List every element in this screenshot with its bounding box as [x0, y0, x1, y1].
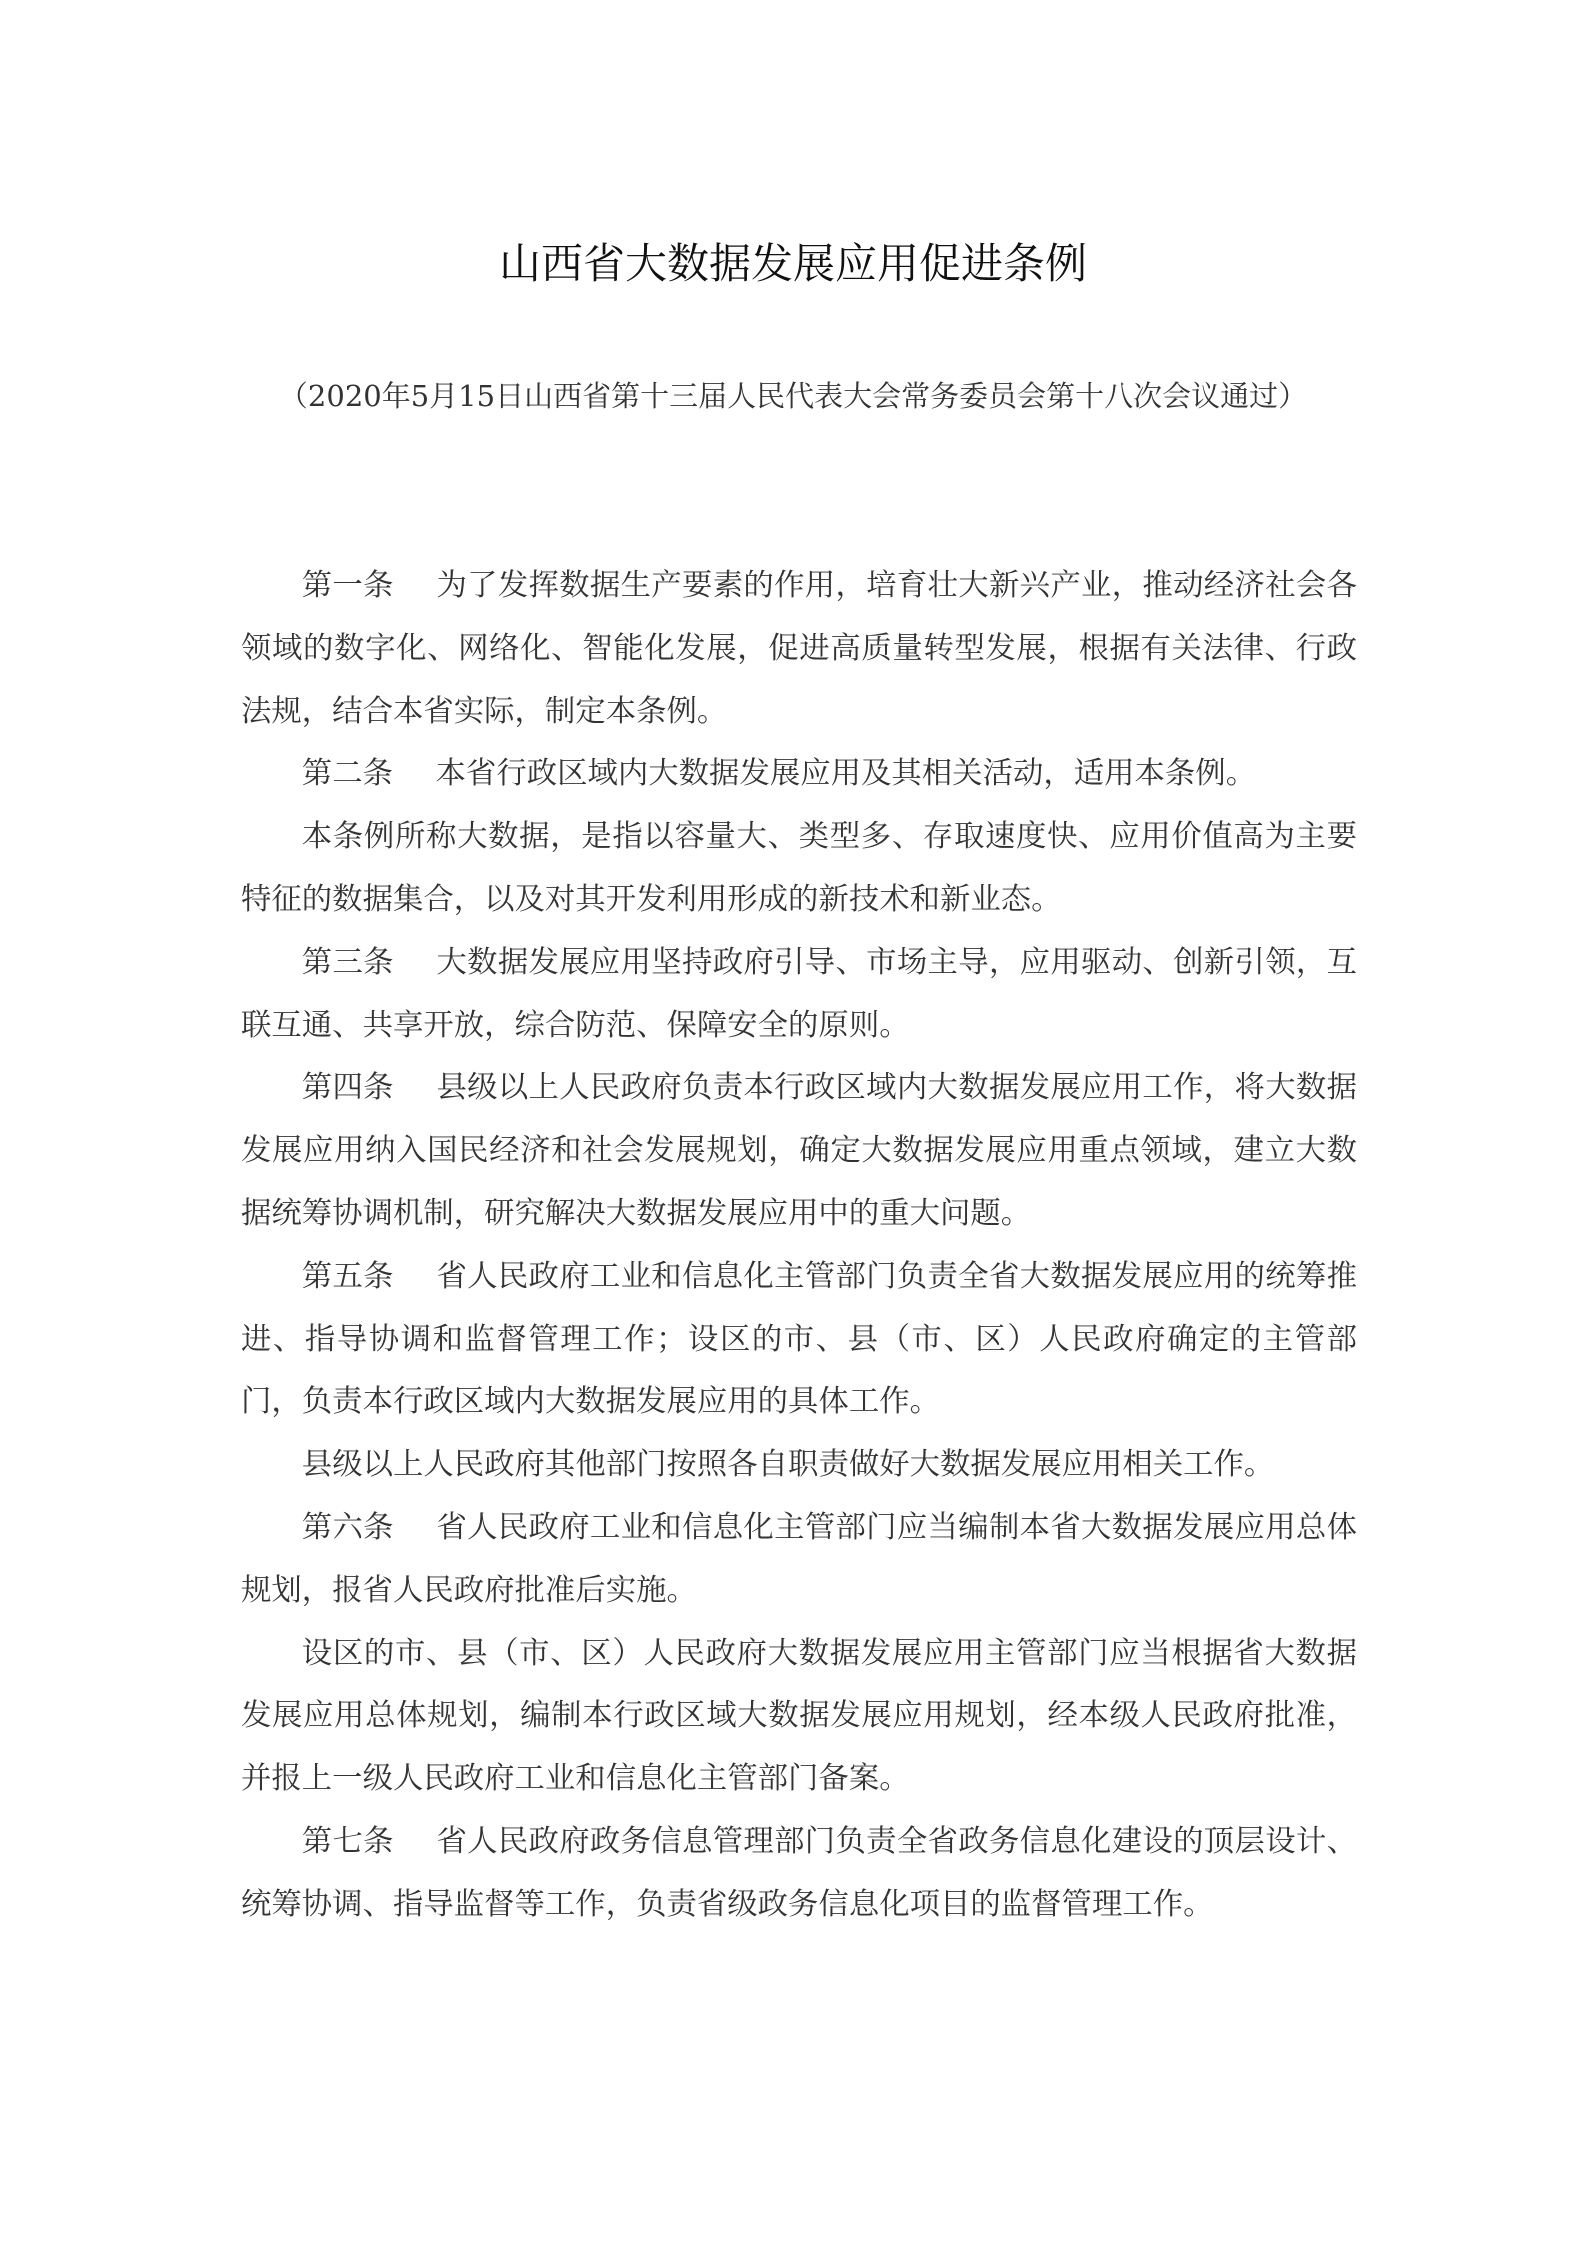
article-label: 第五条	[301, 1258, 394, 1294]
article-text: 大数据发展应用坚持政府引导、市场主导，应用驱动、创新引领，互联互通、共享开放，综合防范、保障安全的原则。	[241, 944, 1357, 1043]
article-paragraph	[241, 555, 1357, 743]
article-label: 第三条	[301, 944, 394, 980]
article-paragraph	[241, 932, 1357, 1058]
paragraph	[241, 1434, 1357, 1497]
article-paragraph	[241, 1057, 1357, 1245]
article-label: 第一条	[301, 568, 394, 603]
article-paragraph	[241, 1497, 1357, 1623]
article-label: 第二条	[301, 756, 393, 792]
article-text: 省人民政府工业和信息化主管部门负责全省大数据发展应用的统筹推进、指导协调和监督管理工作；设区的市、县（市、区）人民政府确定的主管部门，负责本行政区域内大数据发展应用的具体工作。	[241, 1258, 1357, 1420]
article-text: 本省行政区域内大数据发展应用及其相关活动，适用本条例。	[435, 756, 1257, 792]
article-text: 省人民政府工业和信息化主管部门应当编制本省大数据发展应用总体规划，报省人民政府批准后实施。	[241, 1509, 1357, 1608]
paragraph	[241, 1623, 1357, 1811]
article-text: 为了发挥数据生产要素的作用，培育壮大新兴产业，推动经济社会各领域的数字化、网络化、智能化发展，促进高质量转型发展，根据有关法律、行政法规，结合本省实际，制定本条例。	[241, 568, 1357, 729]
document-title: 山西省大数据发展应用促进条例	[498, 239, 1087, 288]
article-paragraph	[241, 1811, 1357, 1937]
article-text: 省人民政府政务信息管理部门负责全省政务信息化建设的顶层设计、统筹协调、指导监督等工作，负责省级政务信息化项目的监督管理工作。	[241, 1823, 1357, 1922]
article-label: 第六条	[301, 1509, 394, 1545]
article-label: 第七条	[301, 1823, 394, 1859]
document-subtitle: （2020年5月15日山西省第十三届人民代表大会常务委员会第十八次会议通过）	[278, 379, 1308, 413]
article-paragraph	[241, 743, 1357, 806]
article-paragraph	[241, 1246, 1357, 1434]
paragraph	[241, 806, 1357, 932]
paragraph-text: 设区的市、县（市、区）人民政府大数据发展应用主管部门应当根据省大数据发展应用总体规划，编制本行政区域大数据发展应用规划，经本级人民政府批准，并报上一级人民政府工业和信息化主管部门备案。	[241, 1635, 1357, 1797]
article-label: 第四条	[301, 1070, 394, 1106]
paragraph-text: 本条例所称大数据，是指以容量大、类型多、存取速度快、应用价值高为主要特征的数据集合，以及对其开发利用形成的新技术和新业态。	[241, 819, 1357, 917]
document-body	[241, 555, 1357, 1937]
article-text: 县级以上人民政府负责本行政区域内大数据发展应用工作，将大数据发展应用纳入国民经济和社会发展规划，确定大数据发展应用重点领域，建立大数据统筹协调机制，研究解决大数据发展应用中的重大问题。	[241, 1070, 1357, 1231]
paragraph-text: 县级以上人民政府其他部门按照各自职责做好大数据发展应用相关工作。	[301, 1447, 1275, 1483]
